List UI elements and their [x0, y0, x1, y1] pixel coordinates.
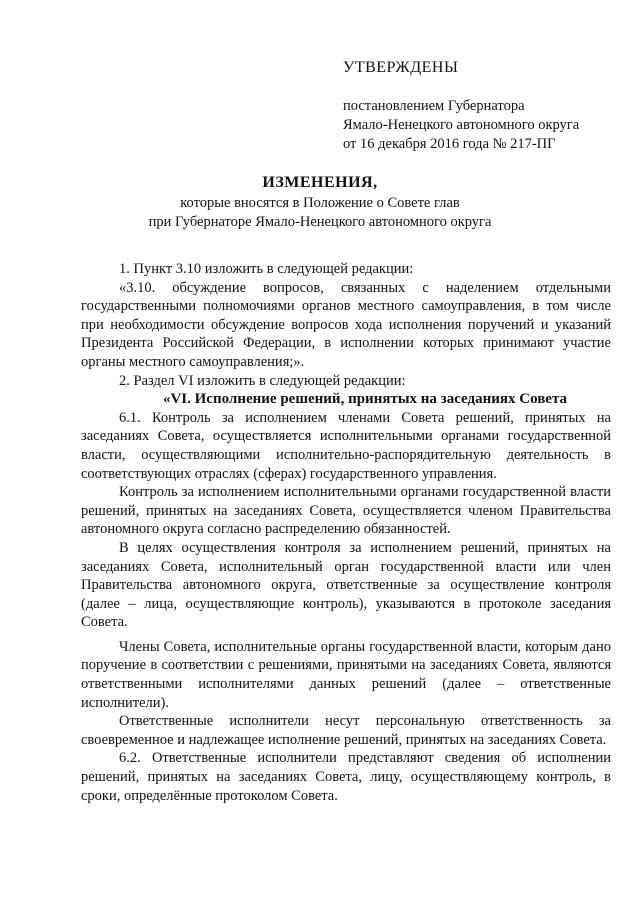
paragraph-6-1: 6.1. Контроль за исполнением членами Совета решений, принятых на заседаниях Совета, осуществляется исполнительными органами государственной власти, осуществляющими исполнительно-распорядительную деятельность в соответствующих отраслях (сферах) государственного управления. [81, 409, 611, 482]
subtitle-line-2: при Губернаторе Ямало-Ненецкого автономного округа [148, 214, 492, 230]
paragraph-control-executive: Контроль за исполнением исполнительными органами государственной власти решений, принятых на заседаниях Совета, осуществляется членом Правительства автономного округа согласно распределению обязанностей. [81, 484, 611, 538]
document-title: ИЗМЕНЕНИЯ, [262, 174, 378, 191]
paragraph-quote-3-10: «3.10. обсуждение вопросов, связанных с наделением отдельными государственными полномочиями органов местного самоуправления, в том числе при необходимости обсуждение вопросов хода исполнения поручений и указаний Президента Российской Федерации, в исполнении которых принимают участие органы местного самоуправления;». [81, 279, 611, 370]
paragraph-item-1: 1. Пункт 3.10 изложить в следующей редакции: [119, 261, 414, 277]
subtitle-line-1: которые вносятся в Положение о Совете глав [180, 195, 460, 211]
approval-line-2: Ямало-Ненецкого автономного округа [343, 117, 580, 133]
paragraph-item-2: 2. Раздел VI изложить в следующей редакции: [119, 372, 406, 389]
approval-title: УТВЕРЖДЕНЫ [343, 59, 459, 76]
paragraph-6-2: 6.2. Ответственные исполнители представляют сведения об исполнении решений, принятых на заседаниях Совета, лицу, осуществляющему контроль, в сроки, определённые протоколом Совета. [81, 750, 611, 804]
approval-block [343, 58, 623, 154]
paragraph-control-purpose: В целях осуществления контроля за исполнением решений, принятых на заседаниях Совета, исполнительный орган государственной власти или член Правительства автономного округа, ответственные за осуществление контроля (далее – лица, осуществляющие контроль), указываются в протоколе заседания Совета. [81, 539, 611, 631]
section-title: «VI. Исполнение решений, принятых на заседаниях Совета [162, 391, 568, 408]
document-subtitle [0, 194, 640, 232]
paragraph-responsible-executors: Члены Совета, исполнительные органы государственной власти, которым дано поручение в соответствии с решениями, принятыми на заседаниях Совета, являются ответственными исполнителями данных решений (далее – ответственные исполнители). [81, 638, 611, 711]
paragraph-personal-responsibility: Ответственные исполнители несут персональную ответственность за своевременное и надлежащее исполнение решений, принятых на заседаниях Совета. [81, 713, 611, 748]
approval-line-1: постановлением Губернатора [343, 98, 525, 114]
document-body [81, 260, 611, 805]
approval-line-3: от 16 декабря 2016 года № 217-ПГ [343, 136, 556, 152]
